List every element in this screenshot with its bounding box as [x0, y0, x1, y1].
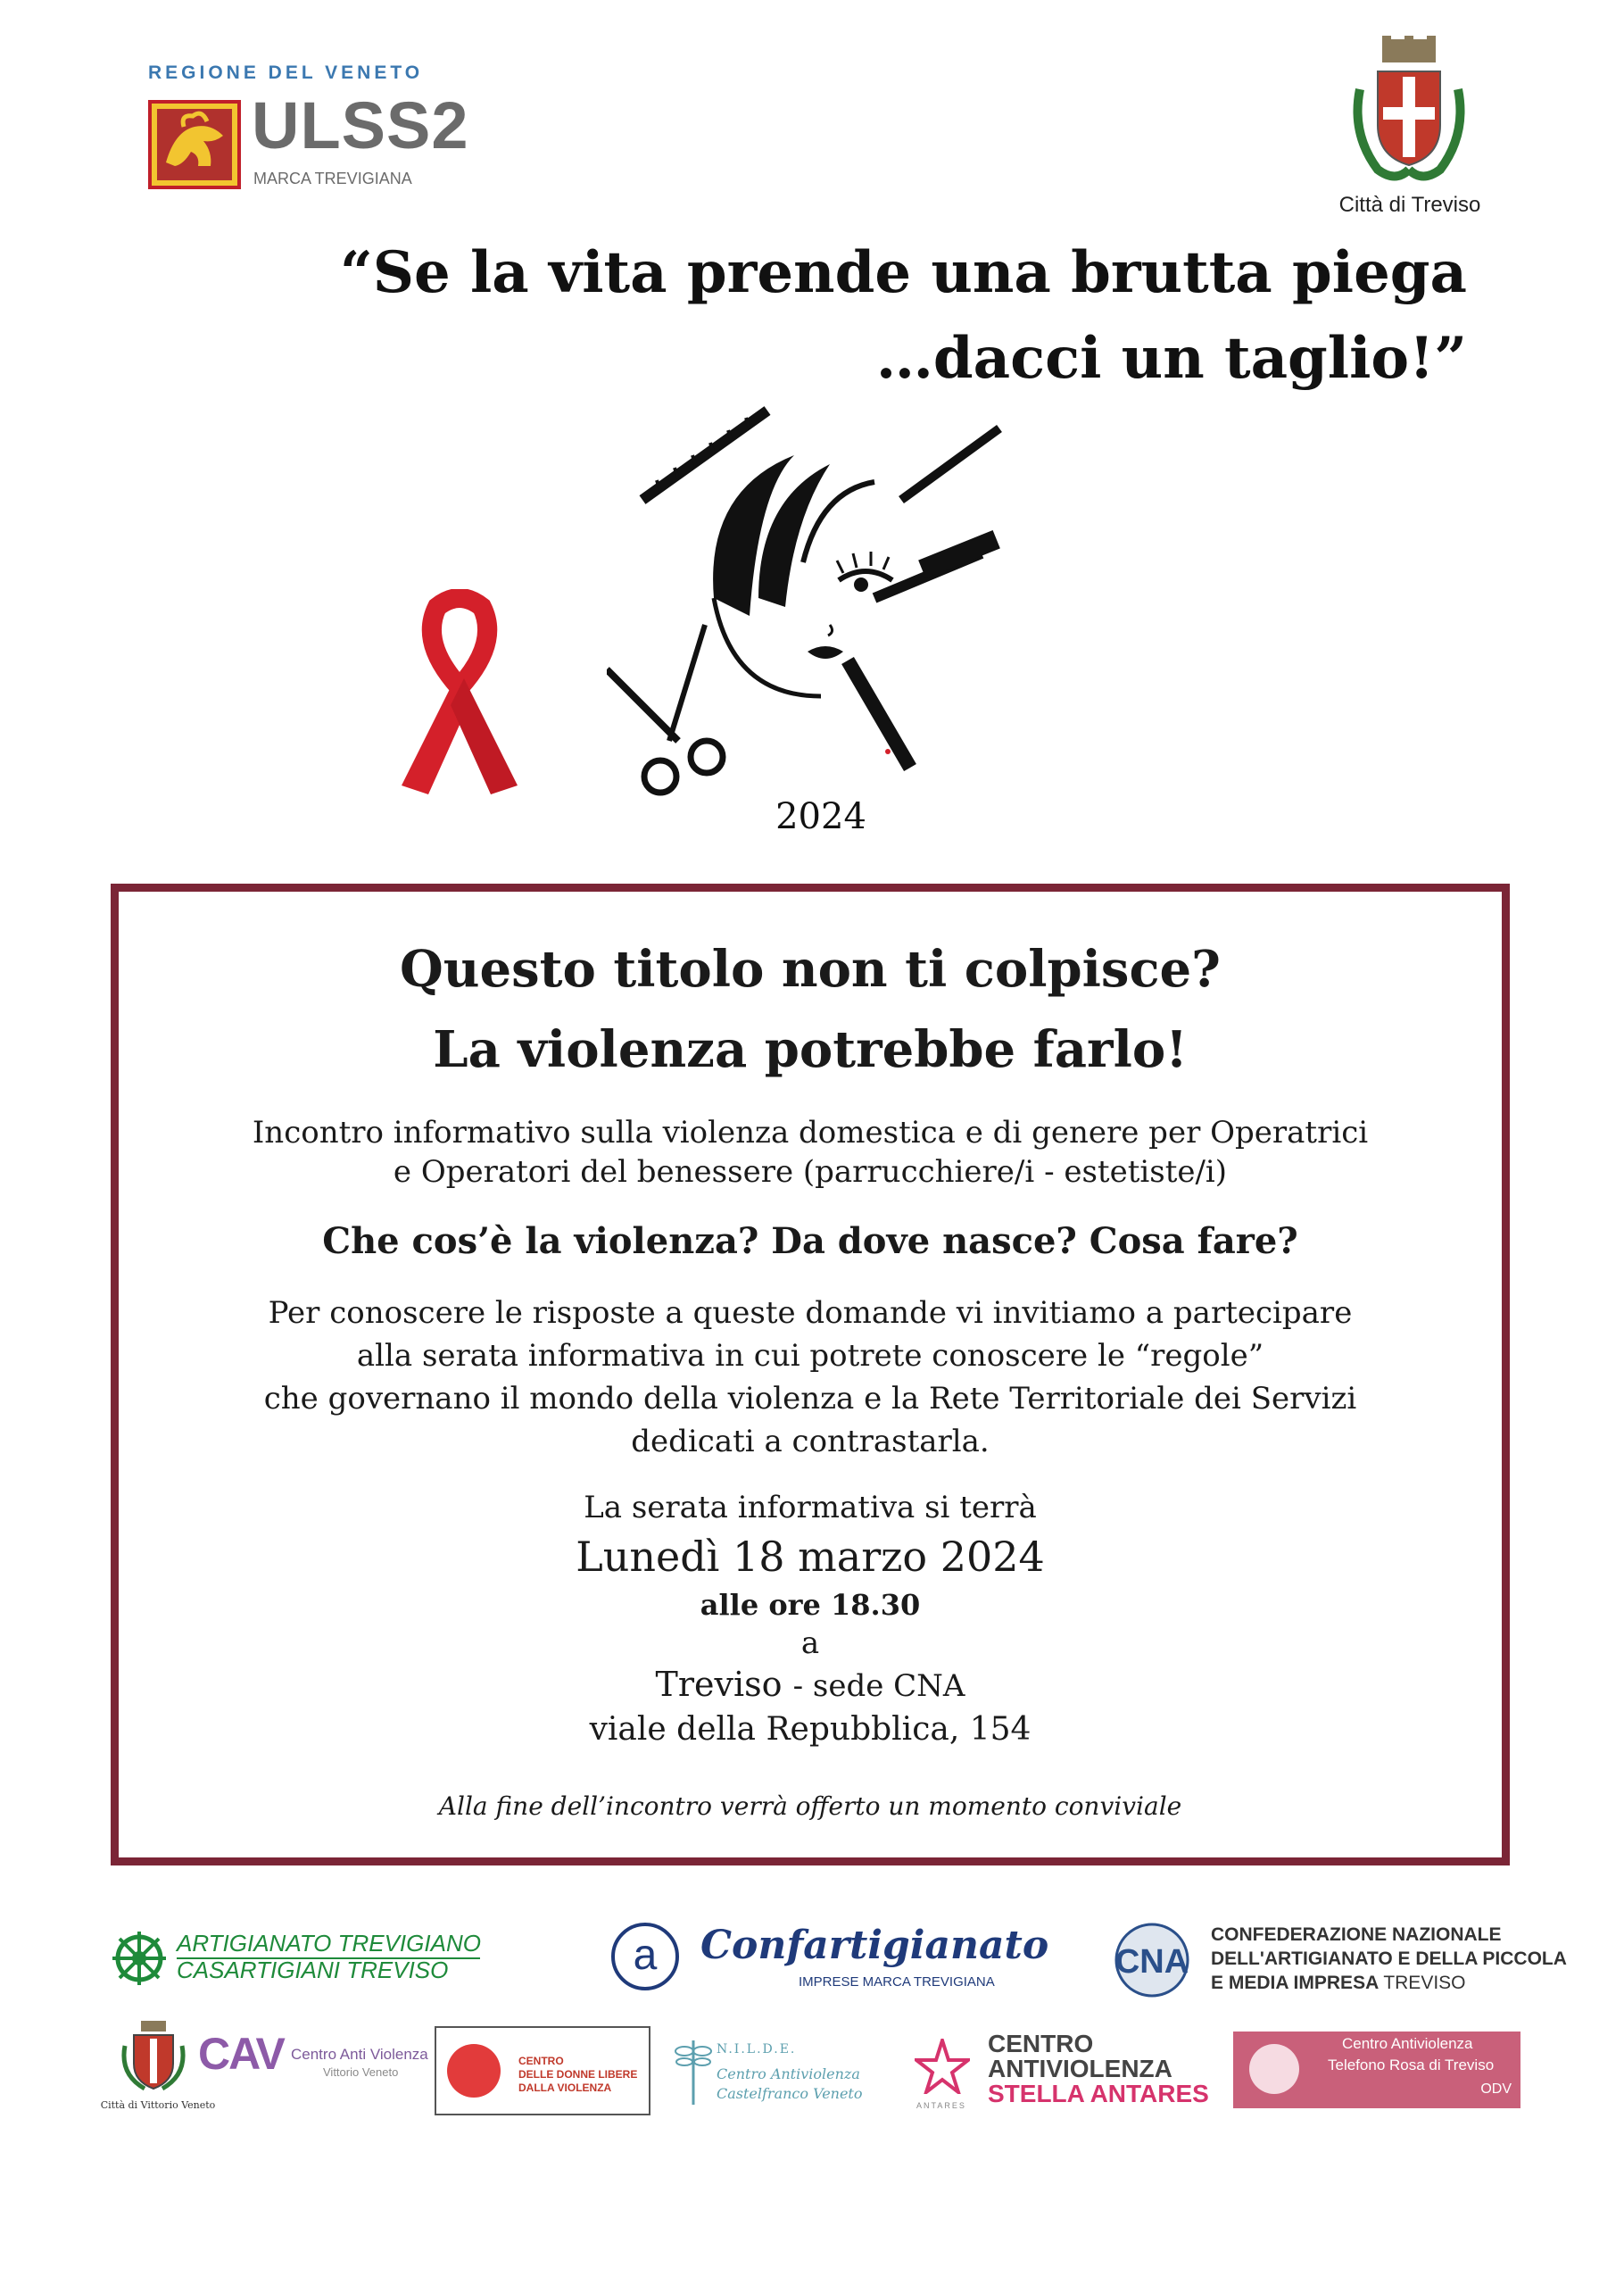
- headline-line-1: “Se la vita prende una brutta piega: [339, 239, 1467, 306]
- cna-line: CONFEDERAZIONE NAZIONALE: [1211, 1924, 1502, 1945]
- cna-text: [1211, 1923, 1567, 1995]
- headline: [107, 230, 1481, 402]
- rosa-line-2: Telefono Rosa di Treviso: [1328, 2056, 1495, 2073]
- confartigianato-subtitle: IMPRESE MARCA TREVIGIANA: [799, 1974, 995, 1990]
- nilde-logo: [674, 2032, 888, 2117]
- stella-caption: ANTARES: [916, 2101, 966, 2110]
- intro-line: e Operatori del benessere (parrucchiere/i - estetiste/i): [393, 1154, 1228, 1190]
- body-line: che governano il mondo della violenza e la Rete Territoriale dei Servizi: [263, 1381, 1357, 1417]
- artigianato-line-1: ARTIGIANATO TREVIGIANO: [177, 1930, 481, 1957]
- dragonfly-icon: [674, 2035, 713, 2106]
- ship-wheel-icon: [111, 1930, 168, 1987]
- cav-line-2: Vittorio Veneto: [323, 2065, 399, 2079]
- body-line: Per conoscere le risposte a queste domande vi invitiamo a partecipare: [268, 1295, 1353, 1331]
- event-date: Lunedì 18 marzo 2024: [576, 1533, 1045, 1581]
- face-icon: [447, 2044, 501, 2098]
- cdl-text: [518, 2055, 637, 2095]
- svg-text:CNA: CNA: [1114, 1943, 1189, 1981]
- vittorio-veneto-logo: [100, 2019, 216, 2117]
- vittorio-veneto-caption: Città di Vittorio Veneto: [100, 2099, 216, 2111]
- stella-line-1: CENTRO: [988, 2030, 1094, 2057]
- intro-text: [119, 1113, 1502, 1192]
- headline-line-2: …dacci un taglio!”: [875, 325, 1467, 392]
- cna-line: DELL'ARTIGIANATO E DELLA PICCOLA: [1211, 1948, 1567, 1969]
- vittorio-veneto-crest-icon: [118, 2019, 189, 2092]
- rosa-line-3: ODV: [1480, 2081, 1512, 2097]
- rosa-line-1: Centro Antiviolenza: [1342, 2035, 1473, 2052]
- body-line: alla serata informativa in cui potrete conoscere le “regole”: [356, 1338, 1264, 1374]
- cav-line-1: Centro Anti Violenza: [291, 2046, 428, 2063]
- key-questions: Che cos’è la violenza? Da dove nasce? Cosa fare?: [322, 1220, 1298, 1262]
- confartigianato-a-icon: a: [611, 1923, 679, 1990]
- cna-city: TREVISO: [1383, 1973, 1466, 1993]
- event-city: Treviso: [655, 1665, 783, 1704]
- event-address: viale della Repubblica, 154: [589, 1711, 1032, 1748]
- body-line: dedicati a contrastarla.: [631, 1424, 990, 1459]
- cdl-line: DELLE DONNE LIBERE: [518, 2068, 638, 2081]
- event-time: alle ore 18.30: [700, 1588, 921, 1622]
- telephone-icon: [1249, 2044, 1299, 2094]
- cav-logo: [198, 2028, 428, 2099]
- ulss-name: ULSS2: [252, 88, 469, 162]
- centro-donne-libere-logo: [435, 2026, 650, 2115]
- treviso-crest-icon: [1342, 36, 1476, 187]
- cna-globe-icon: [1111, 1919, 1200, 1999]
- body-text: [119, 1292, 1502, 1463]
- closing-note: Alla fine dell’incontro verrà offerto un momento conviviale: [438, 1791, 1182, 1821]
- star-icon: [915, 2039, 970, 2094]
- cav-acronym: CAV: [198, 2029, 284, 2079]
- artigianato-line-2: CASARTIGIANI TREVISO: [177, 1957, 449, 1983]
- event-at: a: [800, 1625, 820, 1661]
- year-label: 2024: [775, 796, 866, 837]
- event-place: [119, 1665, 1502, 1704]
- confartigianato-name: Confartigianato: [700, 1923, 1049, 1968]
- intro-line: Incontro informativo sulla violenza domestica e di genere per Operatrici: [252, 1115, 1369, 1151]
- question-title-1: Questo titolo non ti colpisce?: [400, 940, 1221, 999]
- cna-line-3: [1211, 1971, 1567, 1995]
- cna-logo: [1111, 1915, 1567, 2005]
- telefono-rosa-logo: [1233, 2032, 1520, 2108]
- venetian-lion-icon: [148, 100, 241, 189]
- artigianato-trevigiano-logo: [111, 1930, 494, 1992]
- event-announcement: La serata informativa si terrà: [584, 1490, 1037, 1525]
- ulss-subtitle: MARCA TREVIGIANA: [253, 170, 412, 187]
- cna-line: E MEDIA IMPRESA: [1211, 1973, 1379, 1993]
- nilde-line-1: N.I.L.D.E.: [717, 2042, 797, 2056]
- stella-line-2: ANTIVIOLENZA: [988, 2055, 1172, 2082]
- stella-antares-logo: [915, 2030, 1209, 2121]
- nilde-line-3: Castelfranco Veneto: [717, 2085, 863, 2102]
- city-label: Città di Treviso: [1338, 193, 1481, 217]
- stella-line-3: STELLA ANTARES: [988, 2080, 1209, 2107]
- event-venue: - sede CNA: [792, 1668, 965, 1704]
- nilde-line-2: Centro Antiviolenza: [717, 2065, 860, 2082]
- ulss2-logo: [143, 55, 469, 207]
- region-label: REGIONE DEL VENETO: [148, 62, 424, 83]
- beauty-illustration-icon: [607, 402, 1017, 812]
- question-title-2: La violenza potrebbe farlo!: [433, 1020, 1188, 1079]
- cdl-line: CENTRO: [518, 2055, 564, 2067]
- red-ribbon-icon: [393, 589, 526, 803]
- citta-di-treviso-logo: [1285, 36, 1535, 228]
- event-info-box: [111, 884, 1510, 1865]
- cdl-line: DALLA VIOLENZA: [518, 2081, 612, 2094]
- confartigianato-logo: [611, 1923, 1049, 2003]
